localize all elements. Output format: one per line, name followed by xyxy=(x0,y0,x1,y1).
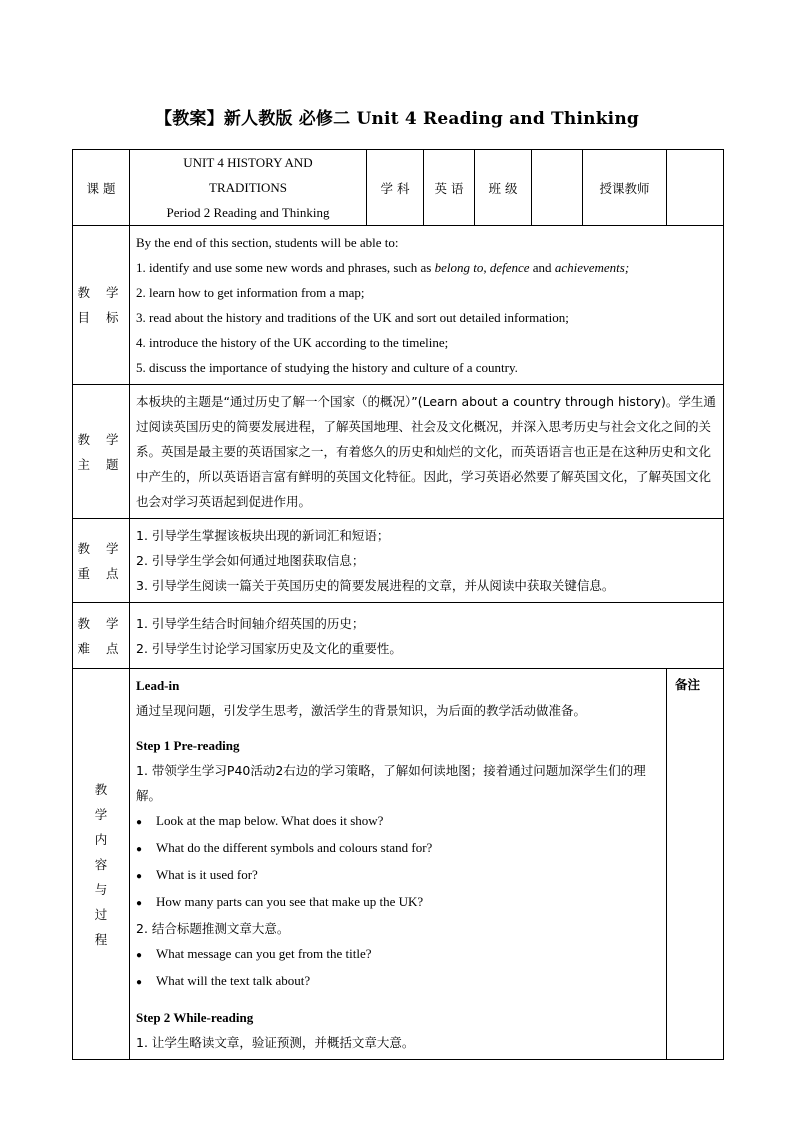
process-row xyxy=(73,669,724,1060)
difficulties-content xyxy=(130,603,724,669)
key-points-row xyxy=(73,519,724,603)
difficulties-label: 教 学 难 点 xyxy=(73,603,130,669)
class-label: 班 级 xyxy=(475,150,532,226)
objectives-row xyxy=(73,226,724,385)
unit-title-line1: UNIT 4 HISTORY AND xyxy=(183,155,313,170)
theme-text: 本板块的主题是“通过历史了解一个国家（的概况）”(Learn about a country through history)。学生通过阅读英国历史的简要发展进程，了解英国地理、社会及文化概况，并深入思考历史与社会文化之间的关系。英国是最主要的英语国家之一，有着悠久的历史和灿烂的文化，而英语语言也正是在这种历史和文化中产生的，所以英语语言富有鲜明的英国文化特征。因此，学习英语必然要了解英国文化，了解英国文化也会对学习英语起到促进作用。 xyxy=(136,394,716,509)
key-points-label: 教 学 重 点 xyxy=(73,519,130,603)
objectives-intro: By the end of this section, students will be able to: xyxy=(136,235,399,250)
step1-heading: Step 1 Pre-reading xyxy=(136,738,240,753)
objective-item-3: 3. read about the history and traditions of the UK and sort out detailed information; xyxy=(136,310,569,325)
theme-content xyxy=(130,385,724,519)
step2-heading: Step 2 While-reading xyxy=(136,1010,254,1025)
key-points-content xyxy=(130,519,724,603)
class-value xyxy=(532,150,583,226)
step1-item-1: 1. 带领学生学习P40活动2右边的学习策略，了解如何读地图；接着通过问题加深学生们的理解。 xyxy=(136,763,646,803)
list-item: ● How many parts can you see that make up the UK? xyxy=(136,894,424,909)
objective-item-2: 2. learn how to get information from a map; xyxy=(136,285,365,300)
process-content xyxy=(130,669,667,1060)
document-title: 【教案】新人教版 必修二 Unit 4 Reading and Thinking xyxy=(155,109,639,129)
key-point-1: 1. 引导学生掌握该板块出现的新词汇和短语； xyxy=(136,528,390,543)
process-label: 教 学 内 容 与 过 程 xyxy=(73,669,130,1060)
theme-row xyxy=(73,385,724,519)
header-row xyxy=(73,150,724,226)
teacher-label: 授课教师 xyxy=(583,150,667,226)
subject-label: 学 科 xyxy=(367,150,424,226)
subject-value: 英 语 xyxy=(424,150,475,226)
list-item: ● What will the text talk about? xyxy=(136,973,311,988)
leadin-text: 通过呈现问题，引发学生思考，激活学生的背景知识，为后面的教学活动做准备。 xyxy=(136,703,587,718)
step2-item-1: 1. 让学生略读文章，验证预测，并概括文章大意。 xyxy=(136,1035,415,1050)
step1-item-2: 2. 结合标题推测文章大意。 xyxy=(136,921,290,936)
objective-item-4: 4. introduce the history of the UK according to the timeline; xyxy=(136,335,449,350)
list-item: ● Look at the map below. What does it show? xyxy=(136,813,384,828)
objective-item-5: 5. discuss the importance of studying the history and culture of a country. xyxy=(136,360,518,375)
key-point-2: 2. 引导学生学会如何通过地图获取信息； xyxy=(136,553,365,568)
objectives-content xyxy=(130,226,724,385)
lesson-plan-table xyxy=(72,149,724,1060)
difficulty-1: 1. 引导学生结合时间轴介绍英国的历史； xyxy=(136,615,365,631)
difficulty-2: 2. 引导学生讨论学习国家历史及文化的重要性。 xyxy=(136,640,402,656)
list-item: ● What is it used for? xyxy=(136,867,258,882)
key-point-3: 3. 引导学生阅读一篇关于英国历史的简要发展进程的文章，并从阅读中获取关键信息。 xyxy=(136,578,615,593)
list-item: ● What do the different symbols and colours stand for? xyxy=(136,840,433,855)
leadin-heading: Lead-in xyxy=(136,678,180,693)
course-label: 课 题 xyxy=(73,150,130,226)
difficulties-row xyxy=(73,603,724,669)
period-title: Period 2 Reading and Thinking xyxy=(166,205,330,220)
objective-item-1: 1. identify and use some new words and phrases, such as belong to, defence and achievements; xyxy=(136,260,630,275)
course-title-cell xyxy=(130,150,367,226)
theme-label: 教 学 主 题 xyxy=(73,385,130,519)
unit-title-line2: TRADITIONS xyxy=(209,180,287,195)
notes-column: 备注 xyxy=(667,669,724,1060)
teacher-value xyxy=(667,150,724,226)
objectives-label: 教 学 目 标 xyxy=(73,226,130,385)
list-item: ● What message can you get from the title? xyxy=(136,946,372,961)
